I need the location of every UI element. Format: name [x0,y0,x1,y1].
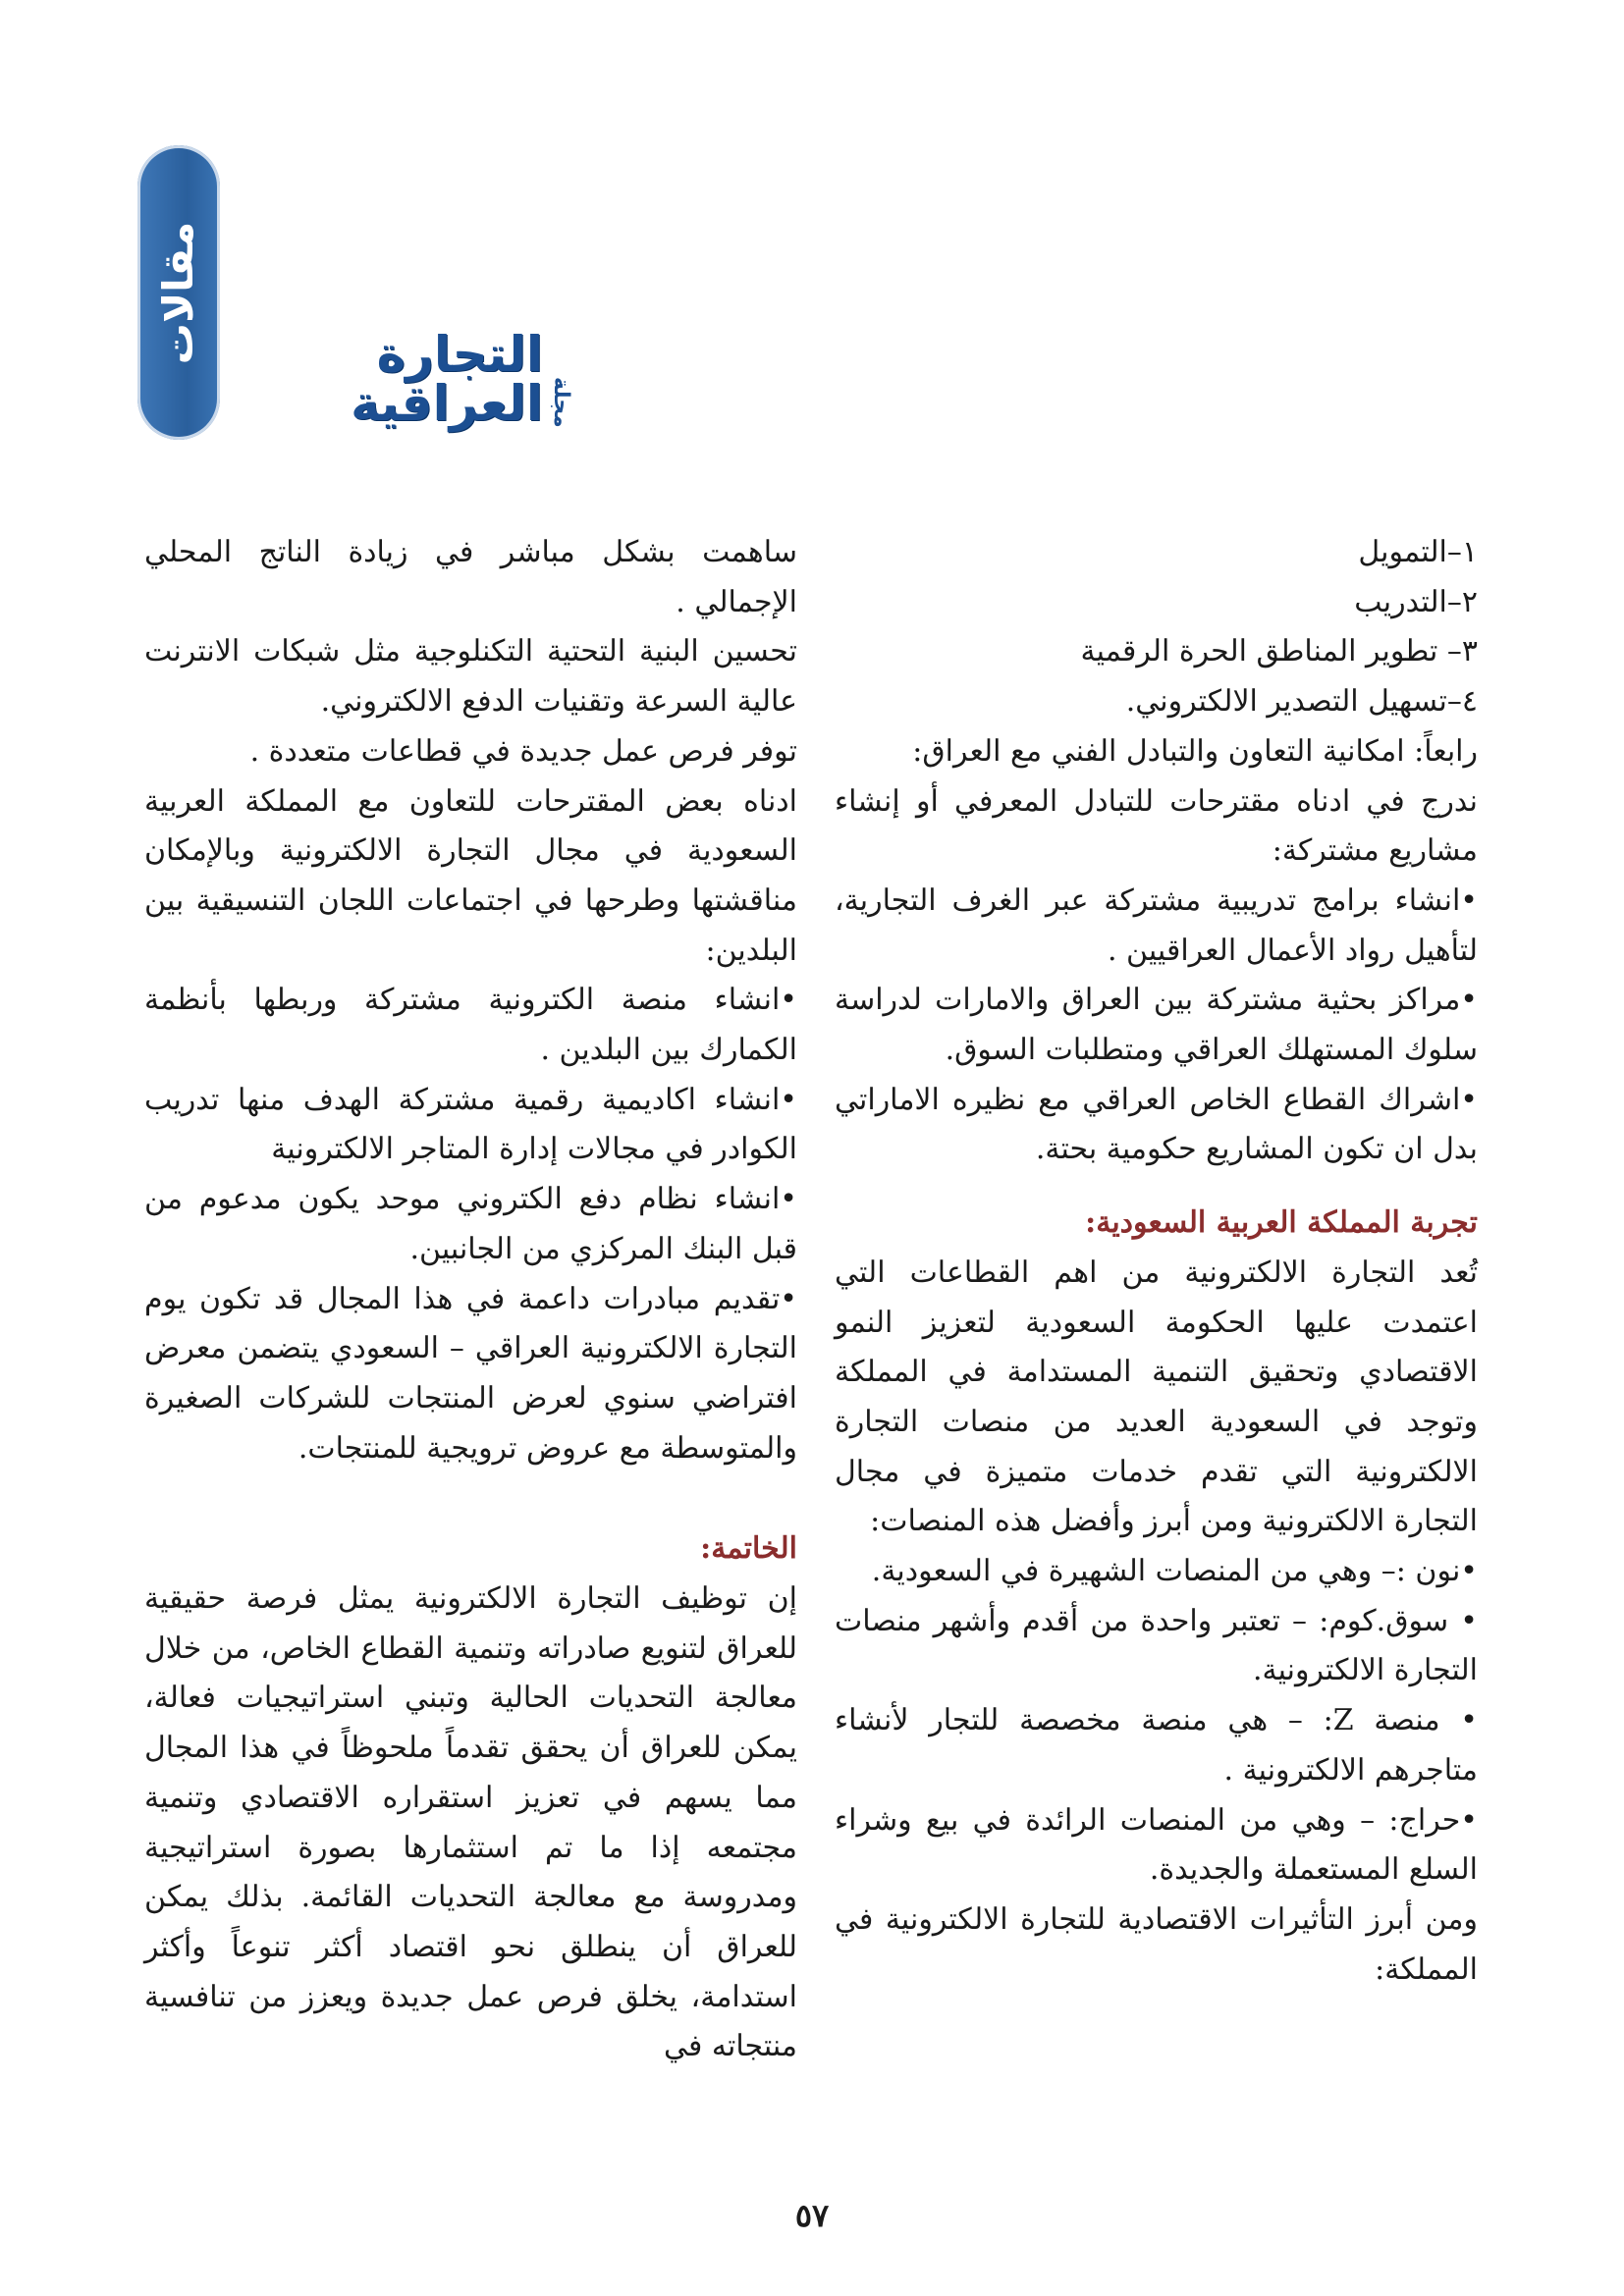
paragraph: توفر فرص عمل جديدة في قطاعات متعددة . [249,733,797,769]
bullet-item: • سوق.كوم: – تعتبر واحدة من أقدم وأشهر منصات التجارة الالكترونية. [835,1603,1478,1688]
bullet-item: •انشاء اكاديمية رقمية مشتركة الهدف منها تدريب الكوادر في مجالات إدارة المتاجر الالكترونية [144,1082,797,1167]
bullet-item: •تقديم مبادرات داعمة في هذا المجال قد تكون يوم التجارة الالكترونية العراقي – السعودي يتضمن معرض افتراضي سنوي لعرض المنتجات للشركات الصغيرة والمتوسطة مع عروض ترويجية للمنتجات. [144,1281,797,1466]
logo-main-text: التجارة العراقية [351,326,543,432]
conclusion-paragraph: إن توظيف التجارة الالكترونية يمثل فرصة حقيقية للعراق لتنويع صادراته وتنمية القطاع الخاص، من خلال معالجة التحديات الحالية وتبني استراتيجيات فعالة، يمكن للعراق أن يحقق تقدماً ملحوظاً في هذا المجال مما يسهم في تعزيز استقراره الاقتصادي وتنمية مجتمعه إذا ما تم استثمارها بصورة استراتيجية ومدروسة مع معالجة التحديات القائمة. بذلك يمكن للعراق أن ينطلق نحو اقتصاد أكثر تنوعاً وأكثر استدامة، يخلق فرص عمل جديدة ويعزز من تنافسية منتجاته في [144,1581,797,2064]
paragraph: ومن أبرز التأثيرات الاقتصادية للتجارة الالكترونية في المملكة: [835,1901,1478,1987]
magazine-logo [240,326,573,432]
logo-small-text: مجلة [549,377,573,428]
list-item: ٤–تسهيل التصدير الالكتروني. [1125,684,1478,720]
list-item: ٢–التدريب [1354,584,1478,619]
bullet-item: •نون :– وهي من المنصات الشهيرة في السعودية. [871,1554,1478,1589]
bullet-item: •انشاء نظام دفع الكتروني موحد يكون مدعوم من قبل البنك المركزي من الجانبين. [144,1182,797,1266]
paragraph: ساهمت بشكل مباشر في زيادة الناتج المحلي الإجمالي . [144,535,797,619]
bullet-item: •اشراك القطاع الخاص العراقي مع نظيره الاماراتي بدل ان تكون المشاريع حكومية بحتة. [835,1082,1478,1167]
bullet-item: • منصة Z: – هي منصة مخصصة للتجار لأنشاء متاجرهم الالكترونية . [835,1703,1478,1788]
paragraph: تحسين البنية التحتية التكنلوجية مثل شبكات الانترنت عالية السرعة وتقنيات الدفع الالكتروني. [144,634,797,720]
saudi-heading: تجربة المملكة العربية السعودية: [1085,1205,1478,1241]
page-number: ٥٧ [794,2197,830,2234]
paragraph: ادناه بعض المقترحات للتعاون مع المملكة العربية السعودية في مجال التجارة الالكترونية وبالإمكان مناقشتها وطرحها في اجتماعات اللجان التنسيقية بين البلدين: [144,783,797,968]
section-tab-label: مقالات [154,221,203,364]
paragraph: تُعد التجارة الالكترونية من اهم القطاعات التي اعتمدت عليها الحكومة السعودية لتعزيز النمو الاقتصادي وتحقيق التنمية المستدامة في المملكة وتوجد في السعودية العديد من منصات التجارة الالكترونية التي تقدم خدمات متميزة في مجال التجارة الالكترونية ومن أبرز وأفضل هذه المنصات: [835,1255,1478,1539]
right-column [835,528,1478,1995]
paragraph: ندرج في ادناه مقترحات للتبادل المعرفي أو إنشاء مشاريع مشتركة: [835,783,1478,869]
bullet-item: •حراج: – وهي من المنصات الرائدة في بيع وشراء السلع المستعملة والجديدة. [835,1802,1478,1888]
paragraph: رابعاً: امكانية التعاون والتبادل الفني مع العراق: [912,733,1478,769]
bullet-item: •انشاء برامج تدريبية مشتركة عبر الغرف التجارية، لتأهيل رواد الأعمال العراقيين . [835,882,1478,968]
bullet-item: •مراكز بحثية مشتركة بين العراق والامارات لدراسة سلوك المستهلك العراقي ومتطلبات السوق. [835,983,1478,1068]
left-column [144,528,797,2072]
bullet-item: •انشاء منصة الكترونية مشتركة وربطها بأنظمة الكمارك بين البلدين . [144,983,797,1068]
conclusion-heading: الخاتمة: [700,1531,797,1567]
list-item: ١–التمويل [1358,535,1478,569]
section-tab-label-wrap [137,145,220,440]
list-item: ٣– تطوير المناطق الحرة الرقمية [1080,634,1478,669]
